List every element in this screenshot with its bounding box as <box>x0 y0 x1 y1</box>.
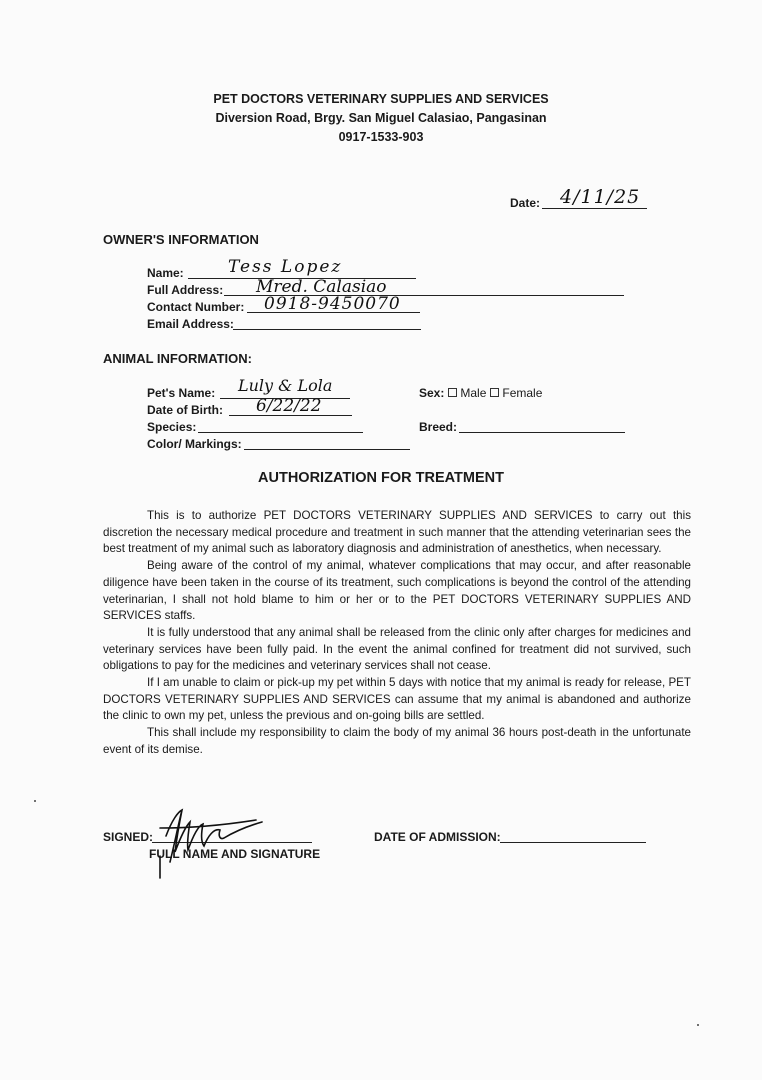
species-label: Species: <box>147 420 197 434</box>
authorization-body <box>103 508 691 759</box>
company-address: Diversion Road, Brgy. San Miguel Calasiao, Pangasinan <box>215 111 547 125</box>
female-label: Female <box>502 386 543 400</box>
breed-line <box>459 432 625 433</box>
owner-name-label: Name: <box>147 266 184 280</box>
authorization-paragraph-4: If I am unable to claim or pick-up my pet within 5 days with notice that my animal is ready for release, PET DOCTORS VETERINARY SUPPLIES AND SERVICES can assume that my animal is abandoned and authorize the clinic to own my pet, unless the previous and on-going bills are settled. <box>103 676 691 723</box>
animal-info-heading: ANIMAL INFORMATION: <box>103 351 252 366</box>
signed-label: SIGNED: <box>103 830 154 844</box>
owner-email-line <box>233 329 421 330</box>
signature-caption: FULL NAME AND SIGNATURE <box>149 847 321 861</box>
pet-name-value: Luly & Lola <box>238 376 333 395</box>
date-value: 4/11/25 <box>560 186 641 208</box>
owner-contact-label: Contact Number: <box>147 300 245 314</box>
owner-address-value: Mred. Calasiao <box>256 277 387 297</box>
species-line <box>198 432 363 433</box>
letterhead <box>0 90 762 147</box>
handwritten-signature <box>148 806 273 880</box>
owner-info-heading: OWNER'S INFORMATION <box>103 232 259 247</box>
female-checkbox[interactable] <box>490 388 499 397</box>
authorization-paragraph-3: It is fully understood that any animal shall be released from the clinic only after charges for medicines and veterinary services have been fully paid. In the event the animal confined for treatment did not survived, such obligations to pay for the medicines and veterinary services shall not cease. <box>103 625 691 673</box>
color-markings-line <box>244 449 410 450</box>
scan-speck <box>34 800 36 802</box>
authorization-paragraph-2: Being aware of the control of my animal, whatever complications that may occur, and after reasonable diligence have been taken in the course of its treatment, such complications is beyond the control of the attending veterinarian, I shall not hold blame to him or her or to the PET DOCTORS VETERINARY SUPPLIES AND SERVICES staffs. <box>103 559 691 623</box>
dob-label: Date of Birth: <box>147 403 223 417</box>
authorization-paragraph-5: This shall include my responsibility to claim the body of my animal 36 hours post-death in the unfortunate event of its demise. <box>103 726 691 756</box>
authorization-paragraph-1: This is to authorize PET DOCTORS VETERINARY SUPPLIES AND SERVICES to carry out this discretion the necessary medical procedure and treatment in such manner that the attending veterinarian sees the best treatment of my animal such as laboratory diagnosis and administration of anesthetics, when necessary. <box>103 509 691 556</box>
company-name: PET DOCTORS VETERINARY SUPPLIES AND SERVICES <box>213 92 549 106</box>
date-of-admission-line <box>500 842 646 843</box>
sex-label: Sex: <box>419 386 445 400</box>
company-phone: 0917-1533-903 <box>338 130 424 144</box>
date-line <box>542 208 647 209</box>
owner-address-label: Full Address: <box>147 283 224 297</box>
owner-email-label: Email Address: <box>147 317 234 331</box>
owner-name-value: Tess Lopez <box>228 257 343 277</box>
color-markings-label: Color/ Markings: <box>147 437 242 451</box>
authorization-title: AUTHORIZATION FOR TREATMENT <box>258 470 504 486</box>
breed-label: Breed: <box>419 420 458 434</box>
date-of-admission-label: DATE OF ADMISSION: <box>374 830 501 844</box>
male-checkbox[interactable] <box>448 388 457 397</box>
male-label: Male <box>460 386 487 400</box>
date-label: Date: <box>510 196 541 210</box>
sex-field <box>419 386 542 400</box>
owner-contact-value: 0918-9450070 <box>264 294 401 314</box>
scan-speck <box>697 1024 699 1026</box>
dob-value: 6/22/22 <box>256 396 322 416</box>
pet-name-label: Pet's Name: <box>147 386 216 400</box>
